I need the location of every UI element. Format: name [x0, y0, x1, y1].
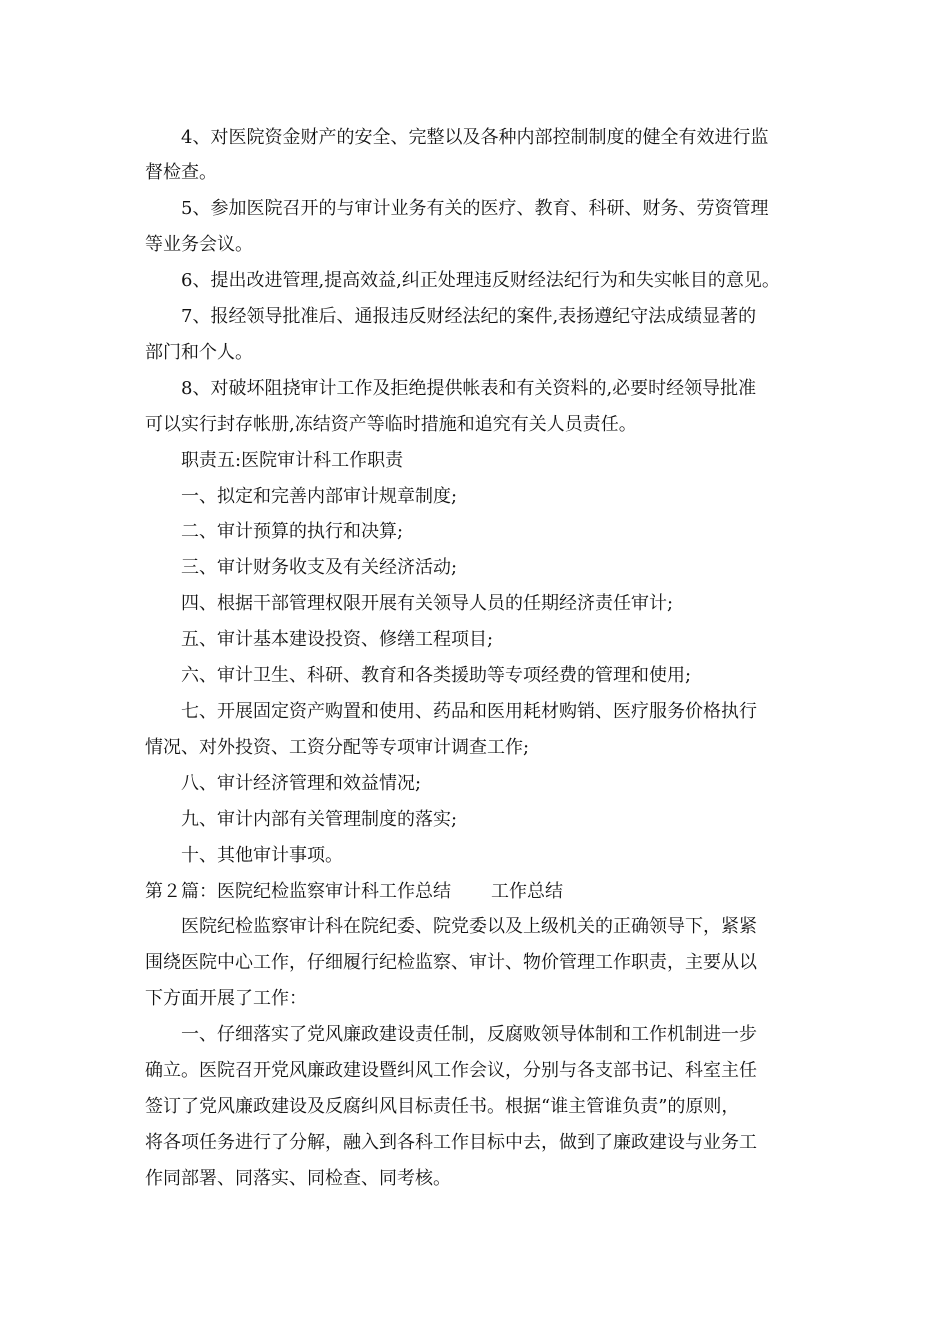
paragraph-line: 督检查。 — [145, 162, 217, 183]
paragraph-line: 一、仔细落实了党风廉政建设责任制，反腐败领导体制和工作机制进一步 — [181, 1024, 757, 1045]
section-heading — [145, 879, 825, 905]
paragraph-line: 6、提出改进管理,提高效益,纠正处理违反财经法纪行为和失实帐目的意见。 — [181, 270, 780, 291]
paragraph-line: 部门和个人。 — [145, 342, 253, 363]
section-title: 职责五:医院审计科工作职责 — [181, 450, 404, 471]
section-heading-title: 第２篇：医院纪检监察审计科工作总结 — [145, 881, 451, 902]
list-item: 四、根据干部管理权限开展有关领导人员的任期经济责任审计; — [181, 593, 674, 614]
list-item-continuation: 情况、对外投资、工资分配等专项审计调查工作; — [145, 737, 530, 758]
list-item: 三、审计财务收支及有关经济活动; — [181, 557, 458, 578]
paragraph-line: 确立。医院召开党风廉政建设暨纠风工作会议，分别与各支部书记、科室主任 — [145, 1060, 757, 1081]
paragraph-line: 医院纪检监察审计科在院纪委、院党委以及上级机关的正确领导下，紧紧 — [181, 916, 757, 937]
paragraph-line: 下方面开展了工作： — [145, 988, 307, 1009]
paragraph-line: 等业务会议。 — [145, 234, 253, 255]
paragraph-line: 围绕医院中心工作，仔细履行纪检监察、审计、物价管理工作职责，主要从以 — [145, 952, 757, 973]
list-item: 六、审计卫生、科研、教育和各类援助等专项经费的管理和使用; — [181, 665, 692, 686]
list-item: 二、审计预算的执行和决算; — [181, 521, 404, 542]
paragraph-line: 8、对破坏阻挠审计工作及拒绝提供帐表和有关资料的,必要时经领导批准 — [181, 378, 757, 399]
paragraph-line: 4、对医院资金财产的安全、完整以及各种内部控制制度的健全有效进行监 — [181, 127, 769, 148]
paragraph-line: 签订了党风廉政建设及反腐纠风目标责任书。根据“谁主管谁负责”的原则， — [145, 1096, 740, 1117]
list-item: 七、开展固定资产购置和使用、药品和医用耗材购销、医疗服务价格执行 — [181, 701, 757, 722]
paragraph-line: 作同部署、同落实、同检查、同考核。 — [145, 1168, 451, 1189]
paragraph-line: 7、报经领导批准后、通报违反财经法纪的案件,表扬遵纪守法成绩显著的 — [181, 306, 757, 327]
list-item: 十、其他审计事项。 — [181, 845, 343, 866]
list-item: 八、审计经济管理和效益情况; — [181, 773, 422, 794]
paragraph-line: 可以实行封存帐册,冻结资产等临时措施和追究有关人员责任。 — [145, 414, 637, 435]
paragraph-line: 5、参加医院召开的与审计业务有关的医疗、教育、科研、财务、劳资管理 — [181, 198, 769, 219]
section-heading-tag: 工作总结 — [491, 881, 563, 902]
paragraph-line: 将各项任务进行了分解，融入到各科工作目标中去，做到了廉政建设与业务工 — [145, 1132, 757, 1153]
list-item: 一、拟定和完善内部审计规章制度; — [181, 486, 458, 507]
list-item: 九、审计内部有关管理制度的落实; — [181, 809, 458, 830]
list-item: 五、审计基本建设投资、修缮工程项目; — [181, 629, 494, 650]
